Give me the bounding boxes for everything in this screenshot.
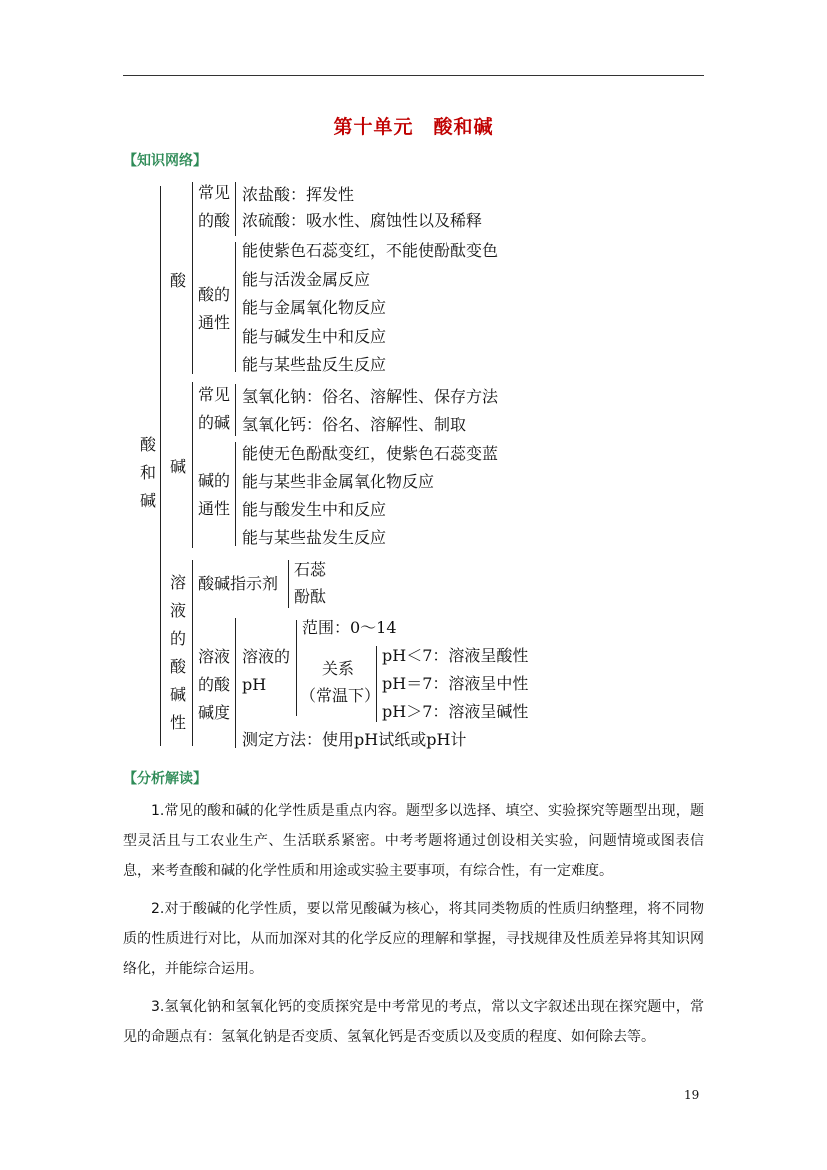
relation-label: 关系 [322,659,355,678]
relation-item: pH＞7：溶液呈碱性 [382,702,529,721]
acid-label: 酸 [170,271,187,290]
relation-item: pH＜7：溶液呈酸性 [382,646,529,665]
analysis-paragraph: 1.常见的酸和碱的化学性质是重点内容。题型多以选择、填空、实验探究等题型出现，题型灵活且与工农业生产、生活联系紧密。中考考题将通过创设相关实验，问题情境或图表信息，来考查酸和碱的化学性质和用途或实验主要事项，有综合性，有一定难度。 [123,803,704,879]
base-general-item: 能与某些盐发生反应 [242,528,387,547]
ph-bracket [296,620,297,716]
acid-general-label: 通性 [198,313,231,332]
base-common-item: 氢氧化钠：俗名、溶解性、保存方法 [242,387,499,406]
ph-label: 溶液的 [242,647,291,666]
acid-common-label: 常见 [198,183,231,202]
knowledge-network-diagram [130,178,550,750]
knowledge-section-heading: 【知识网络】 [123,153,207,169]
acid-general-label: 酸的 [198,285,231,304]
acid-general-item: 能与碱发生中和反应 [242,327,387,346]
base-label: 碱 [170,457,187,476]
analysis-paragraph: 2.对于酸碱的化学性质，要以常见酸碱为核心，将其同类物质的性质归纳整理，将不同物质的性质进行对比，从而加深对其的化学反应的理解和掌握，寻找规律及性质差异将其知识网络化，并能综合运用。 [123,901,704,977]
ph-measure-method: 测定方法：使用pH试纸或pH计 [242,730,467,749]
header-rule [123,75,704,76]
degree-label: 碱度 [198,703,231,722]
base-common-bracket [235,384,236,436]
solution-bracket [192,560,193,746]
base-general-label: 碱的 [198,471,231,490]
relation-label: （常温下） [300,686,381,705]
indicator-label: 酸碱指示剂 [198,574,279,593]
analysis-section-heading: 【分析解读】 [123,771,207,787]
acid-common-item: 浓盐酸：挥发性 [242,185,355,204]
indicator-bracket [288,560,289,608]
root-char: 碱 [139,491,156,510]
acid-general-bracket [235,242,236,372]
base-general-item: 能与某些非金属氧化物反应 [242,472,435,491]
acid-common-bracket [235,182,236,236]
ph-range: 范围：0～14 [302,618,397,637]
solution-label-char: 酸 [169,657,186,676]
root-bracket [160,186,161,746]
analysis-paragraph: 3.氢氧化钠和氢氧化钙的变质探究是中考常见的考点，常以文字叙述出现在探究题中，常见的命题点有：氢氧化钠是否变质、氢氧化钙是否变质以及变质的程度、如何除去等。 [123,999,704,1045]
acid-general-item: 能与某些盐反生反应 [242,355,387,374]
page-number: 19 [684,1088,700,1102]
base-common-item: 氢氧化钙：俗名、溶解性、制取 [242,415,467,434]
ph-label: pH [242,675,267,694]
acid-general-item: 能使紫色石蕊变红，不能使酚酞变色 [242,241,499,260]
solution-label-char: 溶 [169,573,186,592]
root-char: 和 [139,463,156,482]
degree-label: 的酸 [198,675,231,694]
page-title: 第十单元 酸和碱 [333,116,494,138]
base-common-label: 的碱 [198,413,231,432]
relation-item: pH＝7：溶液呈中性 [382,674,529,693]
base-general-bracket [235,442,236,546]
degree-bracket [235,618,236,748]
base-bracket [192,382,193,548]
solution-label-char: 性 [169,713,186,732]
acid-general-item: 能与金属氧化物反应 [242,298,387,317]
base-common-label: 常见 [198,385,231,404]
solution-label-char: 液 [169,601,186,620]
solution-label-char: 碱 [169,685,186,704]
root-char: 酸 [139,435,156,454]
solution-label-char: 的 [169,629,186,648]
relation-bracket [376,646,377,722]
indicator-item: 酚酞 [294,587,327,606]
acid-general-item: 能与活泼金属反应 [242,270,371,289]
base-general-label: 通性 [198,499,231,518]
acid-bracket [192,182,193,374]
acid-common-label: 的酸 [198,211,231,230]
indicator-item: 石蕊 [294,560,327,579]
degree-label: 溶液 [198,647,231,666]
base-general-item: 能与酸发生中和反应 [242,500,387,519]
base-general-item: 能使无色酚酞变红，使紫色石蕊变蓝 [242,444,499,463]
acid-common-item: 浓硫酸：吸水性、腐蚀性以及稀释 [242,211,483,230]
